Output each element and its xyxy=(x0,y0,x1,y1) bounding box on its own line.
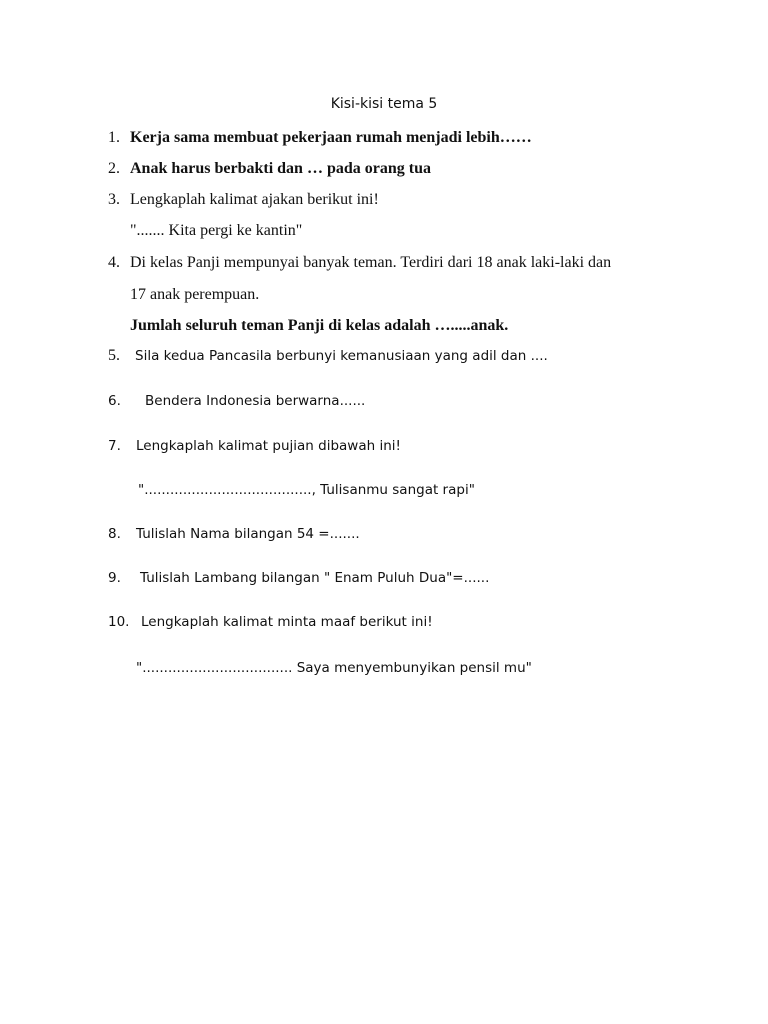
item-7-answer-line: "......................................., Tulisanmu sangat rapi" xyxy=(138,482,475,498)
item-number: 7. xyxy=(108,438,121,454)
item-number: 5. xyxy=(108,347,120,364)
item-number: 1. xyxy=(108,129,120,146)
item-text: Di kelas Panji mempunyai banyak teman. Terdiri dari 18 anak laki-laki dan xyxy=(130,254,612,271)
item-text: Kerja sama membuat pekerjaan rumah menjadi lebih…… xyxy=(130,129,532,146)
item-text: Sila kedua Pancasila berbunyi kemanusiaan yang adil dan .... xyxy=(135,348,548,364)
item-3-answer-line: "....... Kita pergi ke kantin" xyxy=(130,222,303,239)
item-number: 2. xyxy=(108,160,120,177)
item-text: Bendera Indonesia berwarna...... xyxy=(145,393,366,409)
item-number: 10. xyxy=(108,614,130,630)
page-title: Kisi-kisi tema 5 xyxy=(330,96,438,112)
item-text: Tulislah Lambang bilangan " Enam Puluh Dua"=...... xyxy=(140,570,490,586)
item-10-answer-line: "................................... Saya menyembunyikan pensil mu" xyxy=(136,660,532,676)
item-text: Anak harus berbakti dan … pada orang tua xyxy=(130,160,431,177)
item-text: Lengkaplah kalimat pujian dibawah ini! xyxy=(136,438,401,454)
item-number: 6. xyxy=(108,393,121,409)
item-text: Tulislah Nama bilangan 54 =....... xyxy=(136,526,360,542)
item-4-continuation: 17 anak perempuan. xyxy=(130,286,260,303)
item-text: Lengkaplah kalimat ajakan berikut ini! xyxy=(130,191,379,208)
item-number: 3. xyxy=(108,191,120,208)
item-number: 8. xyxy=(108,526,121,542)
item-number: 9. xyxy=(108,570,121,586)
item-number: 4. xyxy=(108,254,120,271)
item-text: Lengkaplah kalimat minta maaf berikut ini! xyxy=(141,614,433,630)
item-4-question: Jumlah seluruh teman Panji di kelas adalah ….....anak. xyxy=(130,317,509,334)
